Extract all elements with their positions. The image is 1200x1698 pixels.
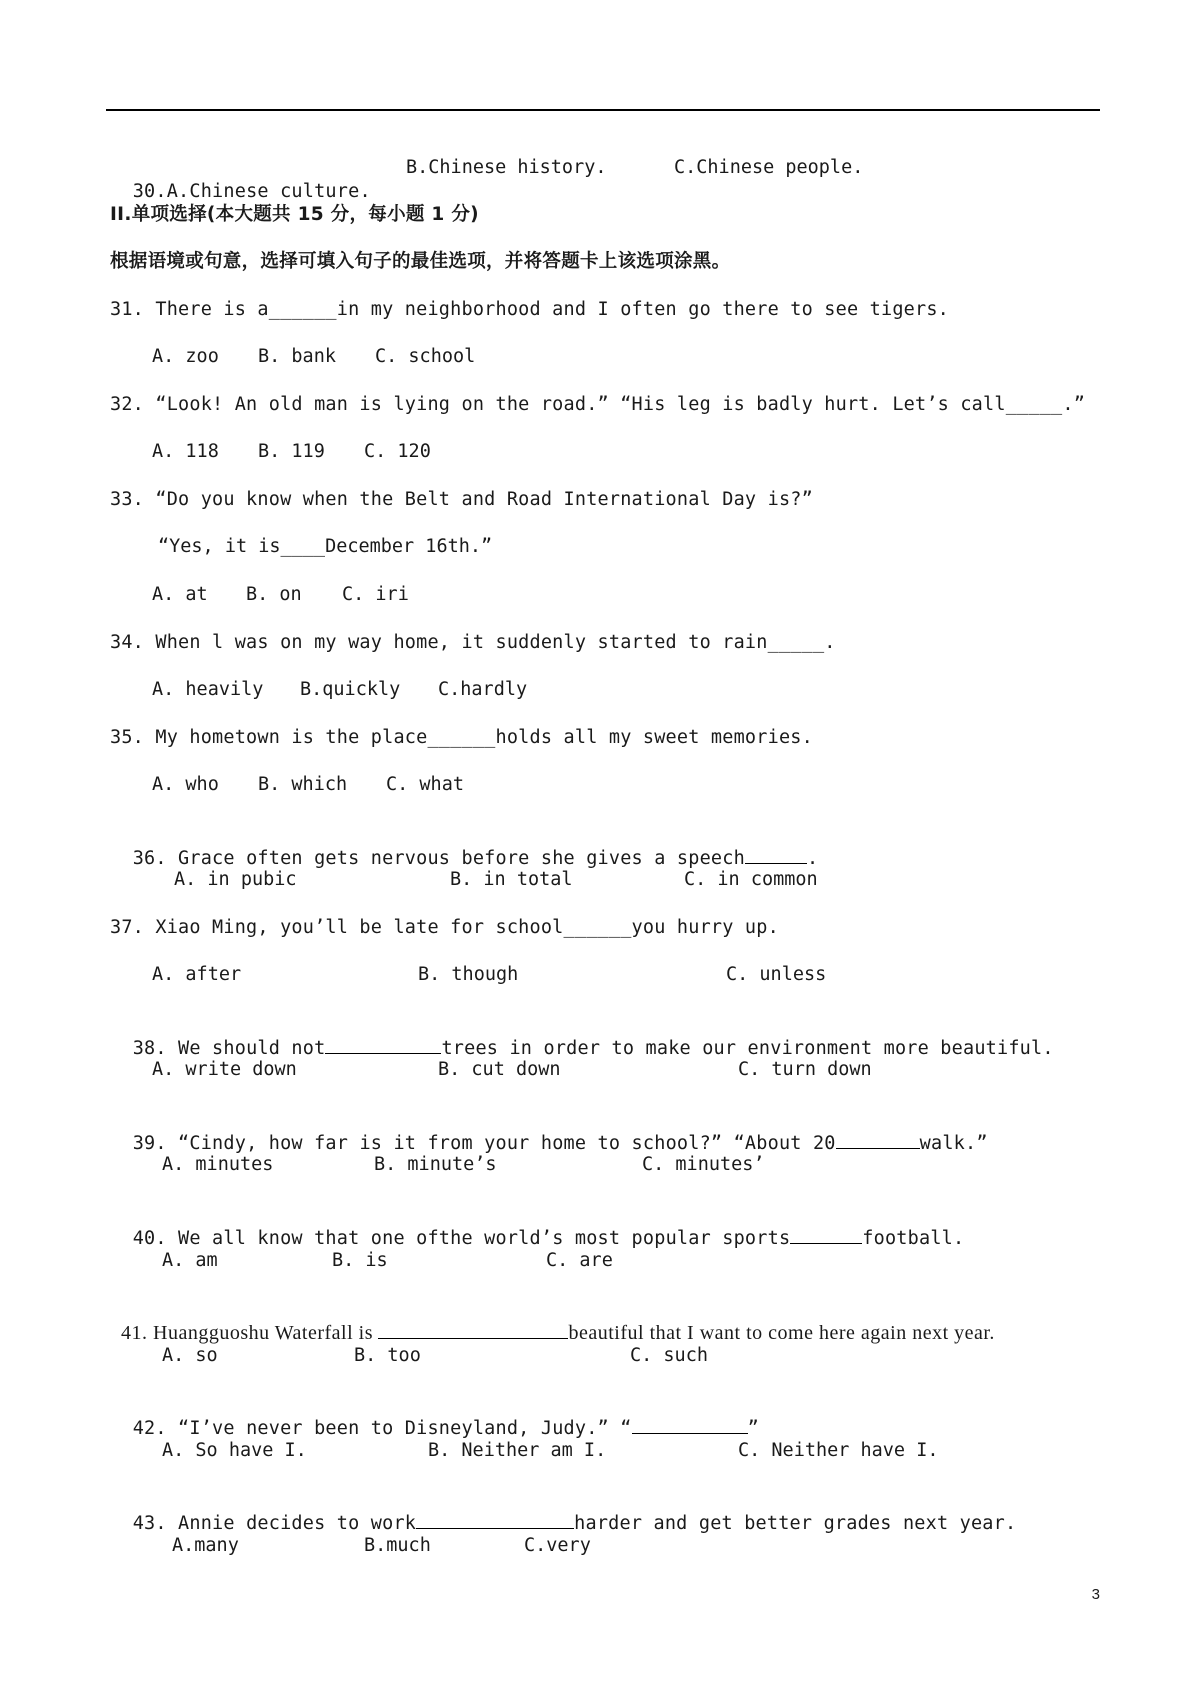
q36-option-a: A. in pubic xyxy=(174,869,297,890)
q33-option-c: C. iri xyxy=(342,584,409,605)
q31-text: 31. There is a______in my neighborhood and I often go there to see tigers. xyxy=(110,299,950,320)
section-instruction: 根据语境或句意，选择可填入句子的最佳选项，并将答题卡上该选项涂黑。 xyxy=(110,251,731,272)
q43-option-a: A.many xyxy=(172,1535,239,1556)
q39-option-a: A. minutes xyxy=(162,1154,274,1175)
q42-line xyxy=(110,1391,759,1441)
q38-line xyxy=(110,1011,1054,1061)
q43-blank xyxy=(416,1510,574,1529)
q34-option-c: C.hardly xyxy=(438,679,528,700)
q37-option-b: B. though xyxy=(418,964,519,985)
header-rule xyxy=(106,109,1100,111)
q37-option-c: C. unless xyxy=(726,964,827,985)
q33-option-a: A. at xyxy=(152,584,208,605)
q43-option-c: C.very xyxy=(524,1535,591,1556)
q36-line xyxy=(110,821,818,871)
q40-option-a: A. am xyxy=(162,1250,218,1271)
q39-line xyxy=(110,1106,988,1156)
q36-blank xyxy=(745,845,807,864)
q43-option-b: B.much xyxy=(364,1535,431,1556)
q36-option-b: B. in total xyxy=(450,869,573,890)
q30-option-a: A.Chinese culture. xyxy=(166,181,371,202)
page-number: 3 xyxy=(1091,1586,1100,1603)
q41-option-b: B. too xyxy=(354,1345,421,1366)
q42-text-after: ” xyxy=(747,1418,759,1439)
q32-option-a: A. 118 xyxy=(152,441,219,462)
q39-option-b: B. minute’s xyxy=(374,1154,497,1175)
q34-option-b: B.quickly xyxy=(300,679,401,700)
q42-text-before: 42. “I’ve never been to Disneyland, Judy.” “ xyxy=(132,1418,632,1439)
q41-option-c: C. such xyxy=(630,1345,708,1366)
q41-text-after: beautiful that I want to come here again next year. xyxy=(568,1322,995,1344)
q42-option-c: C. Neither have I. xyxy=(738,1440,939,1461)
q42-option-a: A. So have I. xyxy=(162,1440,307,1461)
q41-line xyxy=(110,1296,995,1345)
q30-option-c: C.Chinese people. xyxy=(674,157,864,178)
q39-blank xyxy=(836,1130,920,1149)
q37-option-a: A. after xyxy=(152,964,242,985)
q40-text-after: football. xyxy=(862,1228,965,1249)
q41-option-a: A. so xyxy=(162,1345,218,1366)
q32-option-b: B. 119 xyxy=(258,441,325,462)
q34-option-a: A. heavily xyxy=(152,679,264,700)
q40-blank xyxy=(790,1225,862,1244)
q32-option-c: C. 120 xyxy=(364,441,431,462)
q43-text-before: 43. Annie decides to work xyxy=(132,1513,417,1534)
q30-line xyxy=(110,156,371,204)
q37-text: 37. Xiao Ming, you’ll be late for school______you hurry up. xyxy=(110,917,779,938)
q40-text-before: 40. We all know that one ofthe world’s most popular sports xyxy=(132,1228,791,1249)
q40-line xyxy=(110,1201,964,1251)
q31-option-c: C. school xyxy=(375,346,476,367)
section-title: II.单项选择(本大题共 15 分，每小题 1 分) xyxy=(110,204,479,225)
q38-text-after: trees in order to make our environment more beautiful. xyxy=(441,1038,1054,1059)
q30-prefix: 30. xyxy=(132,181,167,202)
q43-text-after: harder and get better grades next year. xyxy=(574,1513,1017,1534)
q39-option-c: C. minutes’ xyxy=(642,1154,765,1175)
q35-option-c: C. what xyxy=(386,774,464,795)
q38-option-b: B. cut down xyxy=(438,1059,561,1080)
q35-option-a: A. who xyxy=(152,774,219,795)
q40-option-b: B. is xyxy=(332,1250,388,1271)
q43-line xyxy=(110,1486,1016,1536)
q42-blank xyxy=(632,1415,748,1434)
q40-option-c: C. are xyxy=(546,1250,613,1271)
q36-text-before: 36. Grace often gets nervous before she gives a speech xyxy=(132,848,745,869)
q33-answer-line: “Yes, it is____December 16th.” xyxy=(158,536,493,557)
q33-option-b: B. on xyxy=(246,584,302,605)
q38-text-before: 38. We should not xyxy=(132,1038,326,1059)
q39-text-before: 39. “Cindy, how far is it from your home to school?” “About 20 xyxy=(132,1133,836,1154)
q38-option-c: C. turn down xyxy=(738,1059,872,1080)
q41-blank xyxy=(378,1320,568,1339)
q31-option-b: B. bank xyxy=(258,346,336,367)
q39-text-after: walk.” xyxy=(919,1133,988,1154)
q31-option-a: A. zoo xyxy=(152,346,219,367)
q32-text: 32. “Look! An old man is lying on the road.” “His leg is badly hurt. Let’s call_____.” xyxy=(110,394,1086,415)
q38-option-a: A. write down xyxy=(152,1059,297,1080)
q30-option-b: B.Chinese history. xyxy=(406,157,607,178)
q41-text-before: 41. Huangguoshu Waterfall is xyxy=(121,1322,379,1344)
q36-text-after: . xyxy=(806,848,819,869)
q38-blank xyxy=(325,1035,441,1054)
q36-option-c: C. in common xyxy=(684,869,818,890)
q34-text: 34. When l was on my way home, it suddenly started to rain_____. xyxy=(110,632,836,653)
q35-text: 35. My hometown is the place______holds all my sweet memories. xyxy=(110,727,813,748)
q42-option-b: B. Neither am I. xyxy=(428,1440,607,1461)
q33-question: 33. “Do you know when the Belt and Road International Day is?” xyxy=(110,489,813,510)
q35-option-b: B. which xyxy=(258,774,348,795)
